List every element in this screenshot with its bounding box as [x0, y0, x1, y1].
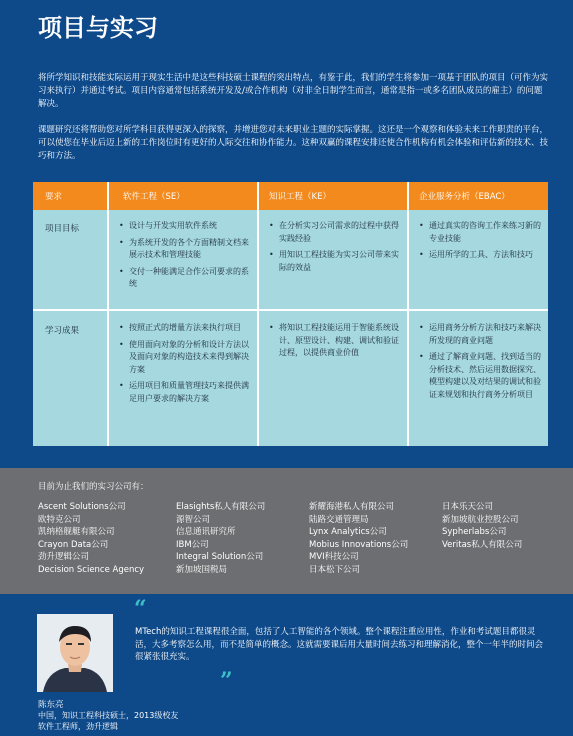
cell-goals-ebac [419, 220, 541, 266]
quote-open-icon: “ [134, 596, 147, 622]
header-ebac: 企业服务分析（EBAC） [419, 192, 510, 202]
list-item: • 使用面向对象的分析和设计方法以及面向对象的构造技术来得到解决方案 [119, 339, 249, 374]
partner-name: 新加坡国税局 [176, 564, 228, 575]
partner-name: 欧特克公司 [38, 514, 81, 525]
list-item: • 运用商务分析方法和技巧来解决所发现的商业问题 [419, 323, 541, 345]
list-item: • 运用所学的工具、方法和技巧 [419, 250, 533, 259]
cell-outcomes-ke [269, 322, 399, 364]
partner-name: MVI科技公司 [309, 552, 359, 563]
partner-name: 新耀海港私人有限公司 [309, 502, 395, 512]
header-ke: 知识工程（KE） [269, 192, 331, 202]
testimonial-quote: MTech的知识工程课程很全面，包括了人工智能的各个领域。整个课程注重应用性，作业和考试题目都很灵活，大多考察怎么用，而不是简单的概念。这就需要课后用大量时间去练习和理解消化，整个一年半的时间会很紧张很充实。 [135, 627, 544, 662]
list-item: • 运用项目和质量管理技巧来提供满足用户要求的解决方案 [119, 381, 249, 403]
partners-column-1 [38, 501, 144, 577]
partners-section [0, 468, 573, 594]
column-divider [407, 182, 409, 446]
partner-name: Veritas私人有限公司 [442, 539, 523, 550]
partner-name: 陆路交通管理局 [309, 514, 369, 525]
partner-name: 日本乐天公司 [442, 502, 494, 512]
partner-name: Lynx Analytics公司 [309, 527, 387, 538]
list-item: • 按照正式的增量方法来执行项目 [119, 323, 241, 332]
list-item: • 设计与开发实用软件系统 [119, 221, 217, 230]
table-header-row [33, 182, 548, 210]
header-se: 软件工程（SE） [123, 192, 185, 202]
list-item: • 通过真实的咨询工作来练习新的专业技能 [419, 221, 541, 243]
partner-name: 劲升逻辑公司 [38, 552, 90, 563]
partner-name: Sypherlabs公司 [442, 527, 507, 538]
row-label-goals: 项目目标 [45, 224, 80, 234]
list-item: • 将知识工程技能运用于智能系统设计、原型设计、构建、调试和验证过程，以提供商业价值 [269, 323, 399, 357]
partner-name: 新加坡航业控股公司 [442, 514, 519, 525]
partner-name: Decision Science Agency [38, 564, 145, 575]
row-divider [33, 309, 548, 311]
header-requirement: 要求 [45, 192, 63, 202]
partner-name: 源智公司 [176, 514, 211, 525]
list-item: • 在分析实习公司需求的过程中获得实践经验 [269, 221, 399, 243]
row-label-outcomes: 学习成果 [45, 326, 80, 336]
column-divider [257, 182, 259, 446]
page-title: 项目与实习 [38, 14, 158, 42]
requirements-table [33, 182, 548, 446]
partner-name: Integral Solution公司 [176, 552, 264, 563]
partners-column-2 [176, 501, 265, 577]
partner-name: Ascent Solutions公司 [38, 502, 126, 512]
intro-paragraph-2: 课题研究还将帮助您对所学科目获得更深入的探察，并增进您对未来职业主题的实际掌握。这还是一个观察和体验未来工作职责的平台，可以使您在毕业后迈上新的工作岗位时有更好的人际交往和协作能力。这种双赢的课程安排还使合作机构有机会体验和评估新的技术、技巧和方法。 [38, 125, 549, 161]
alumni-role-line-2: 软件工程师，劲升逻辑 [38, 722, 118, 731]
alumni-name: 陈东亮 [38, 700, 64, 710]
column-divider [107, 182, 109, 446]
partners-title: 目前为止我们的实习公司有： [38, 482, 149, 492]
cell-goals-ke [269, 220, 399, 278]
intro-paragraph-1: 将所学知识和技能实际运用于现实生活中是这些科技硕士课程的突出特点，有鉴于此，我们的学生将参加一项基于团队的项目（可作为实习来执行）并通过考试。项目内容通常包括系统开发及/或合作机构（对非全日制学生而言，通常是指一或多名团队成员的雇主）的问题解决。 [38, 73, 549, 109]
list-item: • 用知识工程技能为实习公司带来实际的效益 [269, 250, 399, 272]
alumni-photo [37, 614, 113, 692]
cell-outcomes-ebac [419, 322, 541, 405]
list-item: • 通过了解商业问题、找到适当的分析技术、然后运用数据探究、模型构建以及对结果的调试和验证来规划和执行商务分析项目 [419, 352, 541, 399]
list-item: • 为系统开发的各个方面精制文档来展示技术和管理技能 [119, 237, 249, 259]
alumni-role-line-1: 中国，知识工程科技硕士，2013级校友 [38, 711, 179, 720]
partner-name: Elasights私人有限公司 [176, 502, 266, 512]
partner-name: Mobius Innovations公司 [309, 539, 409, 550]
cell-outcomes-se [119, 322, 249, 409]
partner-name: 凯纳格舰艇有限公司 [38, 527, 115, 538]
quote-close-icon: ” [220, 668, 233, 694]
partner-name: Crayon Data公司 [38, 539, 109, 550]
cell-goals-se [119, 220, 249, 295]
partners-column-4 [442, 501, 522, 551]
partner-name: 信息通讯研究所 [176, 527, 236, 538]
partner-name: IBM公司 [176, 539, 209, 550]
partner-name: 日本松下公司 [309, 564, 361, 575]
partners-column-3 [309, 501, 408, 577]
list-item: • 交付一种能满足合作公司要求的系统 [119, 266, 249, 288]
